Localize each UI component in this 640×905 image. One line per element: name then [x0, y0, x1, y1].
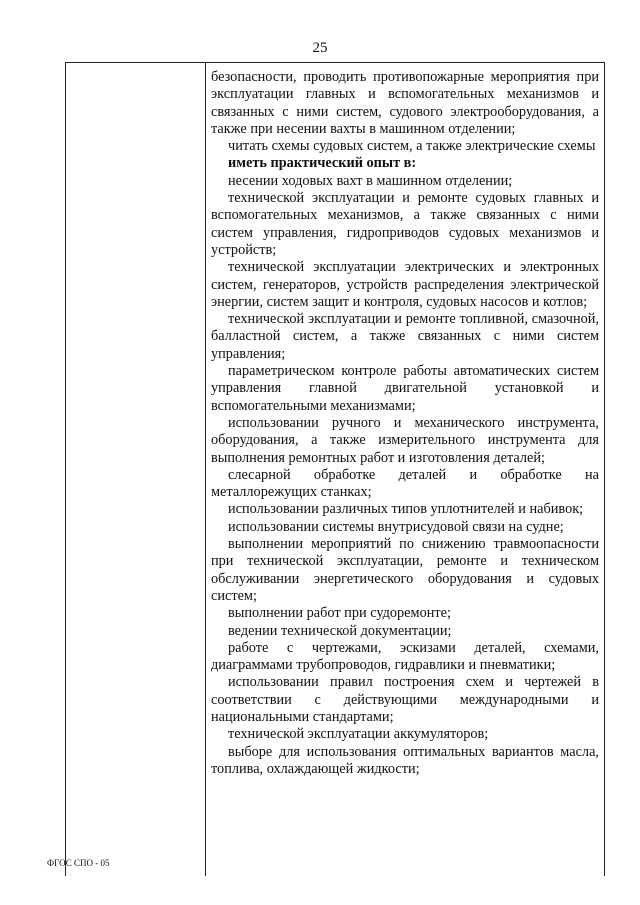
paragraph: использовании ручного и механического инструмента, оборудования, а также измерительного инструмента для выполнения ремонтных работ и изготовления деталей; — [211, 414, 599, 466]
paragraph: технической эксплуатации и ремонте судовых главных и вспомогательных механизмов, а также связанных с ними систем управления, гидроприводов судовых механизмов и устройств; — [211, 190, 599, 258]
paragraph: технической эксплуатации и ремонте топливной, смазочной, балластной систем, а также связанных с ними систем управления; — [211, 311, 599, 362]
document-table — [65, 62, 605, 876]
paragraph: параметрическом контроле работы автоматических систем управления главной двигательной установкой и вспомогательными механизмами; — [211, 363, 599, 414]
paragraph: читать схемы судовых систем, а также электрические схемы — [228, 138, 596, 155]
paragraph: работе с чертежами, эскизами деталей, схемами, диаграммами трубопроводов, гидравлики и пневматики; — [211, 639, 599, 674]
section-heading: иметь практический опыт в: — [228, 155, 417, 172]
table-right-column — [211, 69, 599, 778]
paragraph: безопасности, проводить противопожарные мероприятия при эксплуатации главных и вспомогательных механизмов и связанных с ними систем, судового электрооборудования, а также при несении вахты в машинном отделении; — [211, 69, 599, 137]
paragraph: слесарной обработке деталей и обработке на металлорежущих станках; — [211, 466, 599, 501]
paragraph: выполнении мероприятий по снижению травмоопасности при технической эксплуатации, ремонте и техническом обслуживании энергетического оборудования и судовых систем; — [211, 536, 599, 604]
paragraph: несении ходовых вахт в машинном отделении; — [228, 172, 513, 189]
paragraph: использовании различных типов уплотнителей и набивок; — [228, 501, 584, 518]
paragraph: технической эксплуатации аккумуляторов; — [228, 726, 489, 743]
paragraph: выполнении работ при судоремонте; — [228, 605, 451, 622]
paragraph: выборе для использования оптимальных вариантов масла, топлива, охлаждающей жидкости; — [211, 743, 599, 777]
footer-label: ФГОС СПО - 05 — [47, 858, 110, 868]
paragraph: использовании правил построения схем и чертежей в соответствии с действующими международными и национальными стандартами; — [211, 674, 599, 725]
paragraph: технической эксплуатации электрических и электронных систем, генераторов, устройств распределения электрической энергии, систем защит и контроля, судовых насосов и котлов; — [211, 259, 599, 310]
table-left-column — [66, 63, 206, 876]
paragraph: использовании системы внутрисудовой связи на судне; — [228, 518, 564, 535]
page-number: 25 — [312, 40, 328, 56]
paragraph: ведении технической документации; — [228, 622, 452, 639]
